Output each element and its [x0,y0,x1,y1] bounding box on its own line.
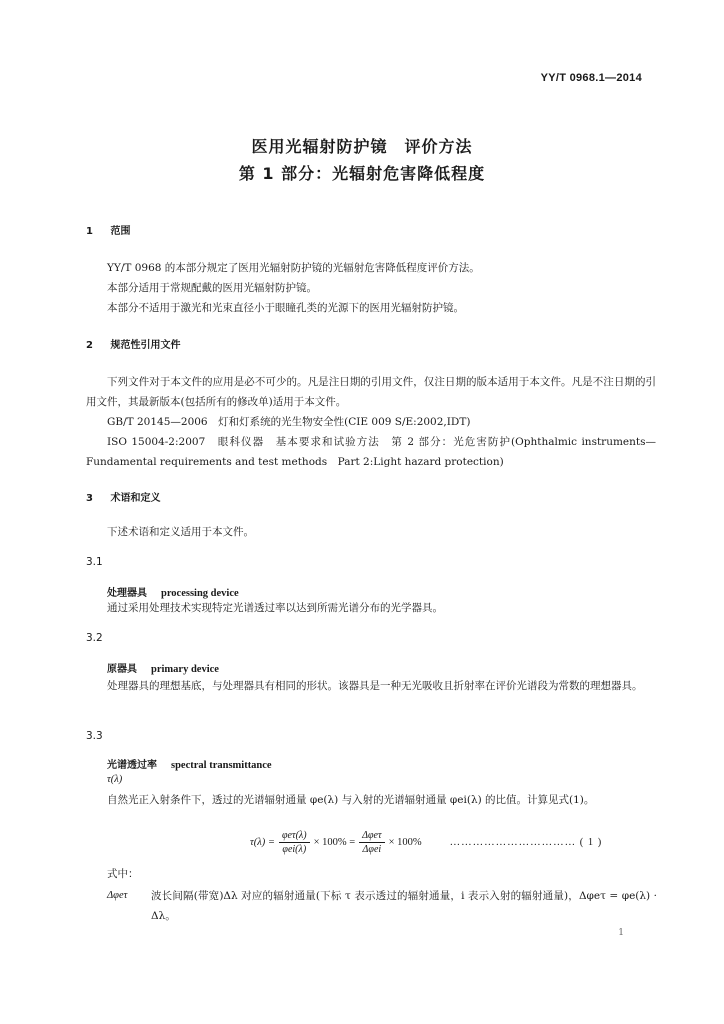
section-2-number: 2 [86,340,93,351]
term-en: processing device [161,588,239,599]
formula-middle: × 100% = [313,837,356,848]
paragraph: 本部分适用于常规配戴的医用光辐射防护镜。 [107,282,317,294]
fraction-denominator: φei(λ) [282,844,307,855]
formula-tag: …………………………… ( 1 ) [449,837,603,848]
formula-fraction-1 [279,830,310,855]
paragraph: YY/T 0968 的本部分规定了医用光辐射防护镜的光辐射危害降低程度评价方法。 [107,262,480,274]
term-definition [86,676,656,696]
section-3-intro [86,522,656,542]
standard-number: YY/T 0968.1—2014 [540,72,642,84]
reference-item: GB/T 20145—2006 灯和灯系统的光生物安全性(CIE 009 S/E:2002,IDT) [107,416,471,428]
term-definition [86,598,656,618]
term-entry [107,756,272,771]
term-number: 3.2 [86,632,103,644]
symbol: Δφeτ [107,890,128,901]
section-2-heading [86,336,180,351]
term-number: 3.1 [86,556,103,568]
section-3-heading [86,489,160,504]
formula-fraction-2 [359,830,384,855]
paragraph: 自然光正入射条件下，透过的光谱辐射通量 φe(λ) 与入射的光谱辐射通量 φei(λ) 的比值。计算见式(1)。 [107,794,595,806]
section-2-title: 规范性引用文件 [110,340,181,351]
section-1-body [86,258,656,318]
page-number: 1 [618,928,624,938]
document-subtitle: 第 1 部分：光辐射危害降低程度 [238,164,486,183]
term-definition [86,790,656,810]
section-3-number: 3 [86,493,93,504]
section-2-body [86,372,656,472]
paragraph: 下述术语和定义适用于本文件。 [107,526,254,538]
fraction-denominator: Δφei [362,844,382,855]
term-zh: 处理器具 [107,588,147,599]
paragraph: 本部分不适用于激光和光束直径小于眼瞳孔类的光源下的医用光辐射防护镜。 [107,302,464,314]
where-label: 式中： [107,868,139,880]
term-symbol: τ(λ) [107,774,123,785]
paragraph: 下列文件对于本文件的应用是必不可少的。凡是注日期的引用文件，仅注日期的版本适用于本文件。凡是不注日期的引用文件，其最新版本(包括所有的修改单)适用于本文件。 [86,376,656,408]
formula-tail: × 100% [388,837,422,848]
formula-lhs: τ(λ) = [250,837,276,848]
section-1-number: 1 [86,226,93,237]
reference-item: ISO 15004-2:2007 眼科仪器 基本要求和试验方法 第 2 部分：光危害防护(Ophthalmic instruments—Fundamental requirements and test methods Part 2:Light hazard protection) [86,436,656,468]
term-zh: 原器具 [107,664,137,675]
term-entry [107,584,239,599]
fraction-numerator: φeτ(λ) [279,830,310,843]
term-en: primary device [151,664,219,675]
fraction-numerator: Δφeτ [359,830,384,843]
paragraph: 通过采用处理技术实现特定光谱透过率以达到所需光谱分布的光学器具。 [107,602,443,614]
section-3-title: 术语和定义 [110,493,161,504]
formula-1 [250,830,602,855]
paragraph: 处理器具的理想基底，与处理器具有相同的形状。该器具是一种无光吸收且折射率在评价光谱段为常数的理想器具。 [107,680,643,692]
section-1-title: 范围 [110,226,131,237]
section-1-heading [86,222,130,237]
term-entry [107,660,219,675]
term-number: 3.3 [86,730,103,742]
term-zh: 光谱透过率 [107,760,157,771]
document-title: 医用光辐射防护镜 评价方法 [251,137,473,156]
term-en: spectral transmittance [171,760,272,771]
symbol-description: 波长间隔(带宽)Δλ 对应的辐射通量(下标 τ 表示透过的辐射通量，i 表示入射的辐射通量)，Δφeτ = φe(λ) · Δλ。 [151,890,657,922]
